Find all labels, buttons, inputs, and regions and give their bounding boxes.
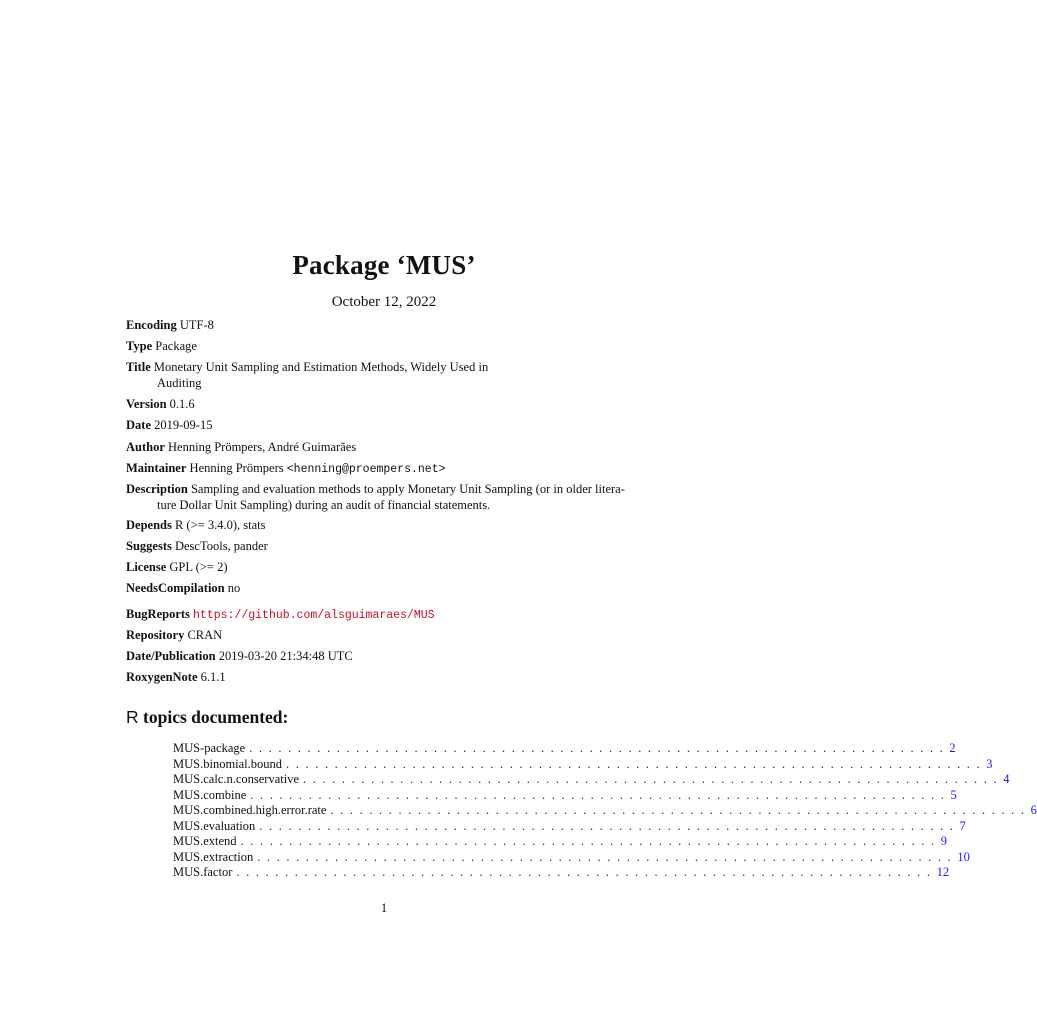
field-key: Type: [126, 339, 153, 353]
toc-entry-name: MUS.calc.n.conservative: [173, 772, 303, 787]
field-needscompilation: [126, 581, 646, 597]
field-depends: [126, 518, 646, 534]
field-value: CRAN: [187, 628, 223, 642]
field-suggests: [126, 539, 646, 555]
field-value: 0.1.6: [169, 397, 195, 411]
toc-leader-dots: ........................................................................: [250, 787, 951, 802]
r-logo-letter: R: [126, 707, 139, 727]
bugreports-link[interactable]: https://github.com/alsguimaraes/MUS: [193, 609, 435, 622]
toc-entry-name: MUS-package: [173, 741, 249, 756]
field-roxygennote: [126, 670, 646, 686]
toc-entry[interactable]: [173, 803, 1037, 819]
field-value: 2019-03-20 21:34:48 UTC: [218, 649, 353, 663]
field-value: 6.1.1: [200, 670, 226, 684]
field-key: Repository: [126, 628, 185, 642]
field-maintainer: [126, 461, 646, 478]
toc-entry-name: MUS.extraction: [173, 850, 257, 865]
toc-leader-dots: ........................................................................: [259, 818, 960, 833]
field-date-publication: [126, 649, 646, 665]
toc-entry[interactable]: [173, 772, 1010, 788]
toc-entry[interactable]: [173, 756, 993, 773]
field-date: [126, 418, 646, 434]
toc-leader-dots: ........................................................................: [303, 772, 1004, 786]
field-version: [126, 397, 646, 413]
toc-entry-name: MUS.combine: [173, 788, 250, 803]
field-value: Henning Prömpers, André Guimarães: [168, 440, 357, 454]
section-heading: [126, 707, 288, 728]
field-value: Sampling and evaluation methods to apply Monetary Unit Sampling (or in older litera-: [190, 482, 625, 496]
field-value: no: [227, 581, 241, 595]
field-key: NeedsCompilation: [126, 581, 225, 595]
toc-leader-dots: ........................................................................: [236, 865, 937, 879]
field-value: Henning Prömpers: [189, 461, 287, 475]
toc-leader-dots: ........................................................................: [240, 834, 941, 848]
package-date: October 12, 2022: [331, 294, 437, 310]
field-bugreports: [126, 607, 646, 624]
field-key: Author: [126, 440, 165, 454]
field-key: Title: [126, 360, 151, 374]
toc-leader-dots: ........................................................................: [249, 741, 950, 755]
maintainer-email: <henning@proempers.net>: [286, 463, 446, 476]
field-key: Depends: [126, 518, 172, 532]
field-key: RoxygenNote: [126, 670, 198, 684]
page-number: 1: [380, 901, 388, 915]
field-value: DescTools, pander: [174, 539, 268, 553]
toc-entry-name: MUS.combined.high.error.rate: [173, 803, 330, 818]
field-key: License: [126, 560, 167, 574]
toc-page-link[interactable]: 10: [957, 849, 970, 864]
field-title: [126, 360, 646, 391]
field-value: 2019-09-15: [154, 418, 213, 432]
field-key: BugReports: [126, 607, 190, 621]
toc-entry[interactable]: [173, 741, 956, 757]
toc-page-link[interactable]: 9: [940, 834, 947, 848]
toc-page-link[interactable]: 5: [950, 787, 957, 802]
field-author: [126, 440, 646, 456]
field-repository: [126, 628, 646, 644]
field-value: Monetary Unit Sampling and Estimation Methods, Widely Used in: [153, 360, 489, 374]
field-type: [126, 339, 646, 355]
field-key: Version: [126, 397, 167, 411]
toc-entry-name: MUS.binomial.bound: [173, 757, 286, 772]
field-encoding: [126, 318, 646, 334]
package-title: Package ‘MUS’: [292, 250, 476, 280]
field-key: Encoding: [126, 318, 177, 332]
field-value-continued: Auditing: [157, 375, 202, 390]
toc-page-link[interactable]: 12: [936, 865, 950, 879]
toc-entry[interactable]: [173, 849, 970, 866]
toc-entry[interactable]: [173, 787, 957, 804]
field-value: R (>= 3.4.0), stats: [174, 518, 266, 532]
field-key: Maintainer: [126, 461, 187, 475]
field-key: Suggests: [126, 539, 172, 553]
section-heading-text: topics documented:: [138, 707, 289, 727]
field-key: Description: [126, 482, 188, 496]
toc-page-link[interactable]: 3: [986, 756, 993, 771]
field-license: [126, 560, 646, 576]
field-value: GPL (>= 2): [169, 560, 228, 574]
toc-entry[interactable]: [173, 834, 947, 850]
toc-entry-name: MUS.evaluation: [173, 819, 259, 834]
field-description: [126, 482, 646, 513]
toc-entry[interactable]: [173, 865, 950, 881]
toc-entry[interactable]: [173, 818, 966, 835]
toc-leader-dots: ........................................................................: [257, 849, 958, 864]
toc-entry-name: MUS.factor: [173, 865, 236, 880]
toc-leader-dots: ........................................................................: [330, 803, 1031, 817]
toc-page-link[interactable]: 7: [959, 818, 966, 833]
field-key: Date: [126, 418, 151, 432]
toc-entry-name: MUS.extend: [173, 834, 241, 849]
field-key: Date/Publication: [126, 649, 216, 663]
field-value: UTF-8: [179, 318, 214, 332]
toc-page-link[interactable]: 2: [949, 741, 956, 755]
toc-page-link[interactable]: 4: [1003, 772, 1010, 786]
toc-page-link[interactable]: 6: [1030, 803, 1037, 817]
field-value: Package: [155, 339, 197, 353]
toc-leader-dots: ........................................................................: [286, 756, 987, 771]
field-value-continued: ture Dollar Unit Sampling) during an audit of financial statements.: [157, 497, 491, 512]
